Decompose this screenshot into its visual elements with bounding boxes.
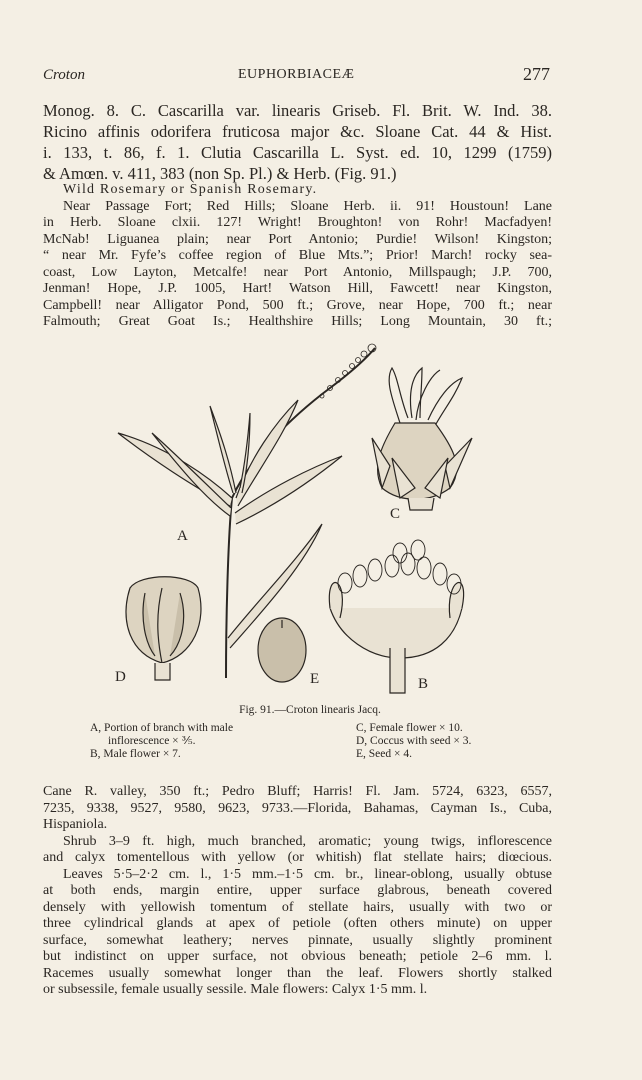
reference-line: & Amœn. v. 411, 383 (non Sp. Pl.) & Herb. (Fig. 91.): [43, 164, 397, 183]
description-line: densely with yellowish tomentum of stellate hairs, usually with two or: [43, 899, 552, 915]
caption-item: A, Portion of branch with male: [90, 722, 234, 734]
locality-line: Near Passage Fort; Red Hills; Sloane Herb. ii. 91! Houstoun! Lane: [63, 198, 552, 214]
figure-label-d: D: [115, 669, 126, 685]
common-names: Wild Rosemary or Spanish Rosemary.: [63, 182, 318, 197]
locality-line: in Herb. Sloane clxii. 127! Wright! Broughton! von Rohr! Macfadyen!: [43, 215, 552, 230]
description-line: Hispaniola.: [43, 817, 108, 832]
reference-line: Monog. 8. C. Cascarilla var. linearis Griseb. Fl. Brit. W. Ind. 38.: [43, 101, 552, 120]
reference-line: i. 133, t. 86, f. 1. Clutia Cascarilla L. Syst. ed. 10, 1299 (1759): [43, 143, 552, 162]
description-line: Racemes usually somewhat longer than the leaf. Flowers shortly stalked: [43, 965, 552, 981]
figure-label-a: A: [177, 528, 188, 544]
figure-caption: [90, 704, 530, 762]
figure-label-c: C: [390, 506, 401, 522]
description-line: Leaves 5·5–2·2 cm. l., 1·5 mm.–1·5 cm. br., linear-oblong, usually obtuse: [63, 866, 552, 882]
caption-item: E, Seed × 4.: [356, 748, 412, 760]
description-line: Cane R. valley, 350 ft.; Pedro Bluff; Harris! Fl. Jam. 5724, 6323, 6557,: [43, 784, 552, 799]
figure-label-e: E: [310, 671, 320, 687]
description-line: Shrub 3–9 ft. high, much branched, aromatic; young twigs, inflorescence: [63, 833, 552, 849]
reference-line: Ricino affinis odorifera fruticosa major &c. Sloane Cat. 44 & Hist.: [43, 122, 552, 141]
botanical-figure: [100, 338, 500, 703]
locality-line: coast, Low Layton, Metcalfe! near Port Antonio, Millspaugh; J.P. 700,: [43, 264, 552, 280]
description-line: three cylindrical glands at apex of petiole (often others minute) on upper: [43, 916, 552, 931]
header-genus: Croton: [43, 67, 85, 83]
female-flower-illustration: [372, 368, 472, 522]
locality-line: Jenman! Hope, J.P. 1005, Hart! Watson Hill, Fawcett! near Kingston,: [43, 281, 552, 296]
seed-illustration: [258, 618, 319, 687]
male-flower-illustration: [329, 540, 463, 693]
locality-line: “ near Mr. Fyfe’s coffee region of Blue Mts.”; Prior! March! rocky sea-: [43, 248, 552, 263]
description-line: but indistinct on upper surface, not obvious beneath; petiole 2–6 mm. l.: [43, 949, 552, 964]
locality-line: Falmouth; Great Goat Is.; Healthshire Hills; Long Mountain, 30 ft.;: [43, 314, 552, 329]
caption-item: inflorescence × ⅗.: [108, 735, 196, 747]
localities-paragraph: [43, 182, 552, 331]
running-header: [43, 64, 550, 86]
references-paragraph: [43, 100, 552, 184]
caption-item: D, Coccus with seed × 3.: [356, 735, 472, 747]
figure-label-b: B: [418, 676, 429, 692]
description-paragraph: [43, 784, 552, 999]
locality-line: McNab! Liguanea plain; near Port Antonio; Purdie! Wilson! Kingston;: [43, 231, 552, 247]
caption-title: Fig. 91.—Croton linearis Jacq.: [239, 704, 381, 716]
description-line: at both ends, margin entire, upper surface glabrous, beneath covered: [43, 883, 552, 898]
page-number: 277: [523, 64, 550, 84]
locality-line: Campbell! near Alligator Pond, 500 ft.; Grove, near Hope, 700 ft.; near: [43, 297, 552, 313]
caption-item: C, Female flower × 10.: [356, 722, 463, 734]
caption-item: B, Male flower × 7.: [90, 748, 181, 760]
description-line: and calyx tomentellous with yellow (or whitish) flat stellate hairs; diœcious.: [43, 850, 552, 865]
description-line: 7235, 9338, 9527, 9580, 9623, 9733.—Florida, Bahamas, Cayman Is., Cuba,: [43, 800, 552, 816]
coccus-illustration: [115, 577, 201, 685]
description-line: surface, somewhat leathery; nerves pinnate, usually slightly prominent: [43, 932, 552, 948]
description-line: or subsessile, female usually sessile. Male flowers: Calyx 1·5 mm. l.: [43, 982, 428, 997]
header-family: EUPHORBIACEÆ: [238, 67, 355, 82]
